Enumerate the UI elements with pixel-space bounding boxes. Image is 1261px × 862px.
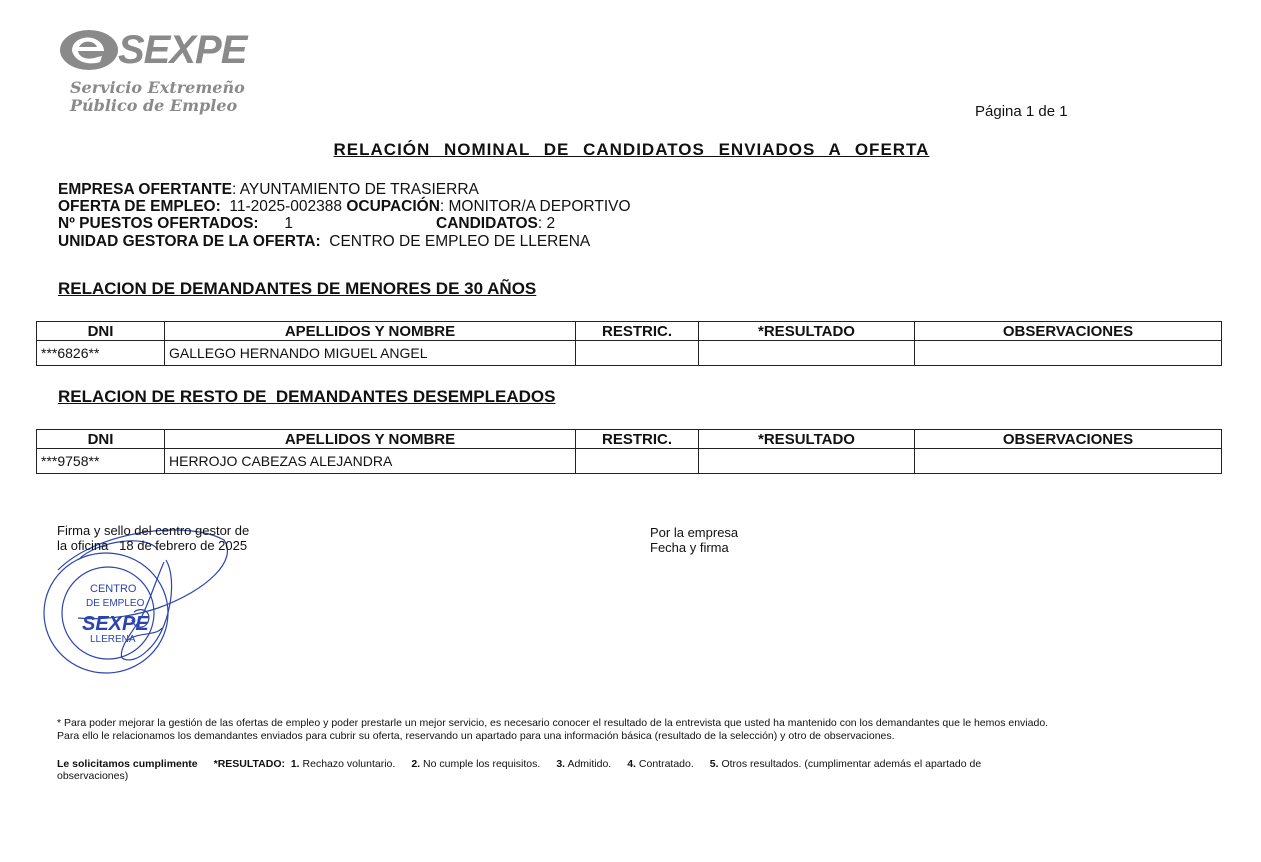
document-title [0, 140, 1261, 160]
stamp-text-top: CENTRO [90, 583, 137, 595]
puestos-value: 1 [284, 215, 294, 232]
info-puestos [58, 215, 556, 232]
table-row [37, 341, 1222, 366]
option2-number: 2. [411, 758, 421, 770]
header-name: APELLIDOS Y NOMBRE [165, 322, 576, 341]
request-label: Le solicitamos cumplimente [57, 758, 198, 770]
option5-number: 5. [709, 758, 719, 770]
footer-note-line1: * Para poder mejorar la gestión de las ofertas de empleo y poder prestarle un mejor servicio, es necesario conocer el resultado de la entrevista que usted ha mantenido con los demandantes que le hemos enviado. [57, 717, 1049, 729]
header-observaciones: OBSERVACIONES [915, 322, 1222, 341]
option1: Rechazo voluntario. [302, 758, 396, 770]
document-title-text: RELACIÓN NOMINAL DE CANDIDATOS ENVIADOS A OFERTA [333, 140, 930, 159]
table-header-row [37, 322, 1222, 341]
cell-resultado [699, 341, 915, 366]
footer-request [57, 758, 981, 770]
signature-company [650, 525, 738, 555]
page-number: Página 1 de 1 [975, 103, 1068, 120]
header-dni: DNI [37, 430, 165, 449]
signature-office-line2: la oficina 18 de febrero de 2025 [57, 538, 248, 553]
cell-dni: ***6826** [37, 341, 165, 366]
logo-brand: SEXPE [118, 28, 247, 72]
header-resultado: *RESULTADO [699, 430, 915, 449]
puestos-label: Nº PUESTOS OFERTADOS: [58, 215, 259, 232]
footer-option5-continuation: observaciones) [57, 770, 129, 782]
cell-observaciones [915, 449, 1222, 474]
section1-title: RELACION DE DEMANDANTES DE MENORES DE 30 AÑOS [58, 279, 537, 298]
header-dni: DNI [37, 322, 165, 341]
candidatos-value: : 2 [537, 215, 556, 232]
oferta-value: 11-2025-002388 [229, 198, 342, 215]
oferta-label: OFERTA DE EMPLEO: [58, 198, 221, 215]
ocupacion-value: : MONITOR/A DEPORTIVO [439, 198, 631, 215]
resultado-label: *RESULTADO: [213, 758, 285, 770]
header-name: APELLIDOS Y NOMBRE [165, 430, 576, 449]
empresa-label: EMPRESA OFERTANTE [58, 181, 232, 198]
cell-name: HERROJO CABEZAS ALEJANDRA [165, 449, 576, 474]
candidates-table-rest [36, 429, 1222, 474]
option3: Admitido. [567, 758, 612, 770]
info-oferta [58, 198, 631, 215]
unidad-label: UNIDAD GESTORA DE LA OFERTA: [58, 233, 321, 250]
section2-title: RELACION DE RESTO DE DEMANDANTES DESEMPLEADOS [58, 387, 556, 406]
header-observaciones: OBSERVACIONES [915, 430, 1222, 449]
candidatos-label: CANDIDATOS [436, 215, 538, 232]
cell-restric [576, 449, 699, 474]
sexpe-e-icon [58, 26, 120, 72]
option4-number: 4. [627, 758, 636, 770]
option1-number: 1. [290, 758, 300, 770]
info-unidad [58, 233, 590, 250]
header-restric: RESTRIC. [576, 430, 699, 449]
header-resultado: *RESULTADO [699, 322, 915, 341]
signature-office-line1: Firma y sello del centro gestor de [57, 523, 250, 538]
cell-resultado [699, 449, 915, 474]
option5: Otros resultados. (cumplimentar además el apartado de [721, 758, 982, 770]
stamp-text-mid: DE EMPLEO [86, 598, 145, 609]
cell-restric [576, 341, 699, 366]
logo-subtitle-line1: Servicio Extremeño [70, 78, 245, 97]
cell-dni: ***9758** [37, 449, 165, 474]
signature-company-line1: Por la empresa [650, 525, 739, 540]
option2: No cumple los requisitos. [423, 758, 541, 770]
candidates-table-under-30 [36, 321, 1222, 366]
signature-office [57, 523, 249, 553]
footer-note-line2: Para ello le relacionamos los demandantes enviados para cubrir su oferta, reservando un apartado para una información básica (resultado de la selección) y otro de observaciones. [57, 730, 895, 742]
option4: Contratado. [638, 758, 694, 770]
ocupacion-label: OCUPACIÓN [346, 198, 440, 215]
cell-name: GALLEGO HERNANDO MIGUEL ANGEL [165, 341, 576, 366]
header-restric: RESTRIC. [576, 322, 699, 341]
cell-observaciones [915, 341, 1222, 366]
table-header-row [37, 430, 1222, 449]
unidad-value: CENTRO DE EMPLEO DE LLERENA [329, 233, 591, 250]
stamp-brand: SEXPE [82, 613, 149, 635]
signature-company-line2: Fecha y firma [650, 540, 729, 555]
option3-number: 3. [556, 758, 566, 770]
info-empresa [58, 181, 479, 198]
logo-subtitle-line2: Público de Empleo [70, 96, 238, 115]
empresa-value: : AYUNTAMIENTO DE TRASIERRA [231, 181, 479, 198]
sexpe-logo [56, 26, 256, 116]
info-candidatos [436, 215, 555, 232]
stamp-text-bottom: LLERENA [90, 634, 136, 645]
table-row [37, 449, 1222, 474]
